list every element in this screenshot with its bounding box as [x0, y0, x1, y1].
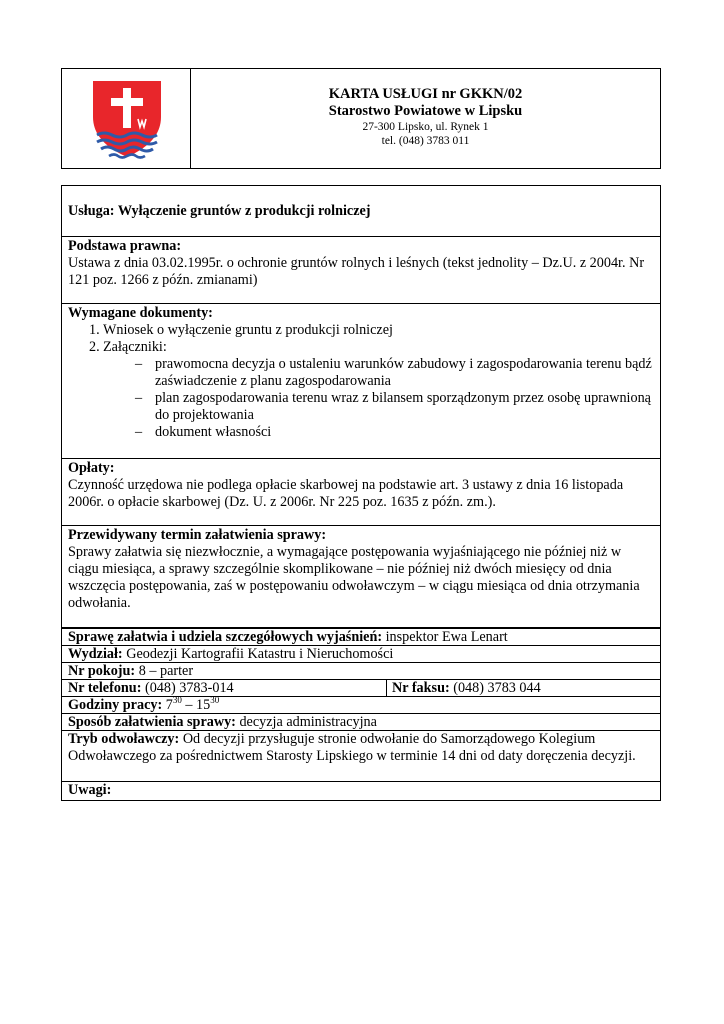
usluga-line: [68, 203, 654, 220]
termin-label: Przewidywany termin załatwienia sprawy:: [68, 527, 327, 543]
pokoj-value: 8 – parter: [135, 663, 194, 679]
office-name: Starostwo Powiatowe w Lipsku: [328, 103, 523, 119]
wydzial-label: Wydział:: [68, 646, 123, 662]
section-oplaty: [62, 459, 660, 526]
list-item-text: Wniosek o wyłączenie gruntu z produkcji rolniczej: [103, 322, 393, 338]
godziny-label: Godziny pracy:: [68, 697, 163, 713]
dash-bullet: –: [135, 424, 143, 440]
office-address: 27-300 Lipsko, ul. Rynek 1: [362, 121, 489, 133]
sposob-label: Sposób załatwienia sprawy:: [68, 714, 236, 730]
zalatwia-label: Sprawę załatwia i udziela szczegółowych wyjaśnień:: [68, 629, 383, 645]
usluga-value: Wyłączenie gruntów z produkcji rolniczej: [117, 203, 371, 219]
faks-cell: [392, 680, 541, 697]
attachment-item: [68, 424, 654, 441]
dash-bullet: –: [135, 390, 143, 406]
zalatwia-value: inspektor Ewa Lenart: [382, 629, 508, 645]
oplaty-label: Opłaty:: [68, 460, 115, 476]
header-box: [61, 68, 661, 169]
usluga-label: Usługa:: [68, 203, 115, 219]
list-item: [68, 322, 654, 339]
faks-value: (048) 3783 044: [449, 680, 541, 696]
list-item-text: Załączniki:: [103, 339, 167, 355]
tryb-line: [68, 731, 654, 765]
oplaty-text: Czynność urzędowa nie podlega opłacie skarbowej na podstawie art. 3 ustawy z dnia 16 listopada 2006r. o opłacie skarbowej (Dz. U. z 2006r. Nr 225 poz. 1635 z późn. zm.).: [68, 477, 624, 510]
list-item: [68, 339, 654, 356]
attachment-text: prawomocna decyzja o ustaleniu warunków zabudowy i zagospodarowania terenu bądź zaświadczenie z planu zagospodarowania: [155, 356, 652, 389]
row-telefon-faks: [62, 680, 660, 697]
office-phone: tel. (048) 3783 011: [381, 135, 470, 147]
row-sposob: [62, 714, 660, 731]
service-table: [61, 185, 661, 801]
termin-text: Sprawy załatwia się niezwłocznie, a wymagające postępowania wyjaśniającego nie później niż w ciągu miesiąca, a sprawy szczególnie skomplikowane – nie później niż dwóch miesięcy od dnia wszczęcia postępowania, zaś w postępowaniu odwoławczym – w ciągu miesiąca od dnia otrzymania odwołania.: [68, 544, 640, 611]
dash-bullet: –: [135, 356, 143, 372]
attachment-item: [68, 356, 654, 390]
godziny-end-minutes: 30: [210, 695, 220, 705]
attachments-list: [68, 356, 654, 441]
section-usluga: [62, 186, 660, 237]
tryb-value: Od decyzji przysługuje stronie odwołanie do Samorządowego Kolegium Odwoławczego za pośrednictwem Starosty Lipskiego w terminie 14 dni od daty doręczenia decyzji.: [68, 731, 636, 764]
godziny-start-minutes: 30: [172, 695, 182, 705]
section-podstawa: [62, 237, 660, 304]
godziny-separator: – 15: [181, 697, 211, 713]
faks-label: Nr faksu:: [392, 680, 450, 696]
section-dokumenty: [62, 304, 660, 459]
wydzial-value: Geodezji Kartografii Katastru i Nieruchomości: [122, 646, 394, 662]
tryb-label: Tryb odwoławczy:: [68, 731, 180, 747]
card-title: KARTA USŁUGI nr GKKN/02: [328, 86, 523, 102]
list-number: 1.: [89, 322, 100, 338]
coat-of-arms-logo: [91, 79, 163, 161]
attachment-text: dokument własności: [155, 424, 272, 440]
row-zalatwia: [62, 629, 660, 646]
dokumenty-label: Wymagane dokumenty:: [68, 305, 213, 321]
documents-list: [68, 322, 654, 356]
pokoj-label: Nr pokoju:: [68, 663, 136, 679]
podstawa-text: Ustawa z dnia 03.02.1995r. o ochronie gruntów rolnych i leśnych (tekst jednolity – Dz.U. z 2004r. Nr 121 poz. 1266 z późn. zmianami): [68, 255, 645, 288]
row-wydzial: [62, 646, 660, 663]
godziny-start-hour: 7: [162, 697, 173, 713]
uwagi-label: Uwagi:: [68, 782, 112, 798]
row-godziny: [62, 697, 660, 714]
row-pokoj: [62, 663, 660, 680]
attachment-text: plan zagospodarowania terenu wraz z bilansem sporządzonym przez osobę uprawnioną do projektowania: [155, 390, 651, 423]
column-divider: [386, 680, 387, 697]
row-uwagi: [62, 782, 660, 799]
telefon-label: Nr telefonu:: [68, 680, 142, 696]
attachment-item: [68, 390, 654, 424]
podstawa-label: Podstawa prawna:: [68, 238, 182, 254]
row-tryb: [62, 731, 660, 782]
list-number: 2.: [89, 339, 100, 355]
logo-cell: [62, 69, 191, 168]
telefon-value: (048) 3783-014: [141, 680, 234, 696]
section-termin: [62, 526, 660, 629]
sposob-value: decyzja administracyjna: [235, 714, 377, 730]
header-text: [191, 86, 660, 148]
